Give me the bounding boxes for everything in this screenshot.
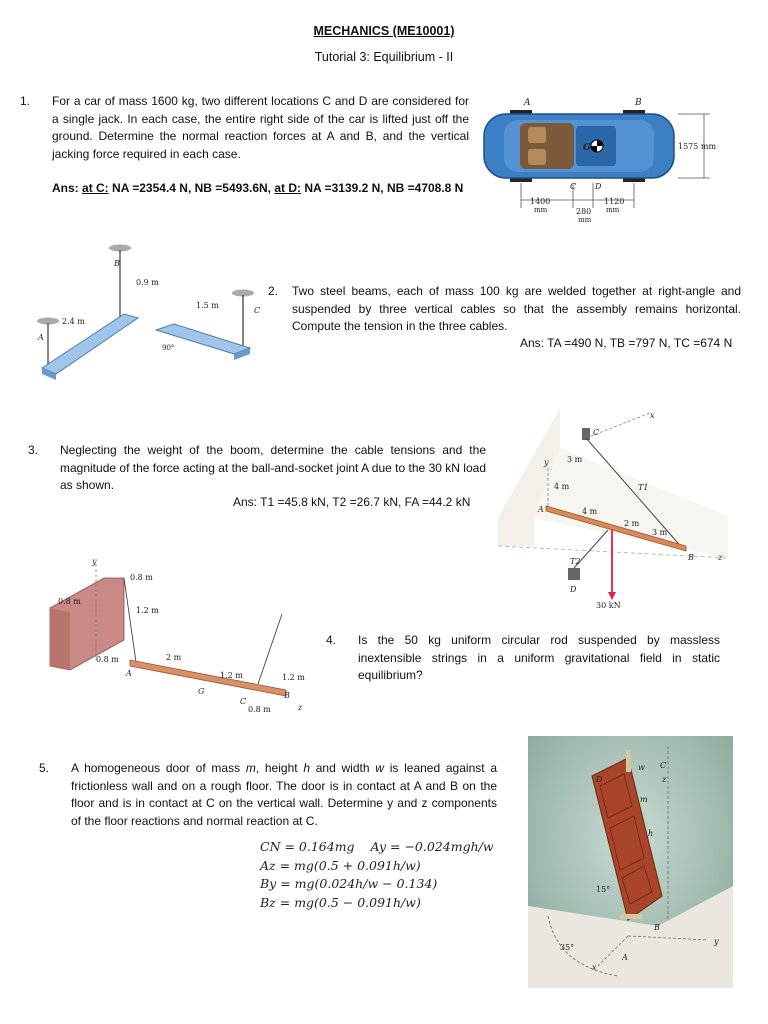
- svg-text:z: z: [662, 775, 667, 784]
- svg-text:D: D: [570, 585, 577, 594]
- beams-figure: [28, 240, 273, 385]
- svg-text:90°: 90°: [162, 344, 175, 352]
- svg-text:3 m: 3 m: [567, 455, 583, 464]
- question-3: [28, 442, 486, 495]
- svg-text:0.9 m: 0.9 m: [136, 278, 159, 287]
- svg-text:4 m: 4 m: [554, 482, 570, 491]
- svg-text:z: z: [718, 553, 723, 562]
- question-4-text: Is the 50 kg uniform circular rod suspended by massless inextensible strings in a uniform gravitational field in static equilibrium?: [358, 633, 720, 682]
- answer-1-at-d: at D:: [274, 181, 302, 195]
- svg-text:A: A: [38, 333, 44, 342]
- svg-text:T1: T1: [638, 483, 649, 492]
- svg-text:G: G: [583, 143, 591, 153]
- svg-text:A: A: [524, 98, 531, 108]
- course-title: MECHANICS (ME10001): [313, 24, 455, 38]
- svg-text:1.5 m: 1.5 m: [196, 301, 219, 310]
- svg-text:1.2 m: 1.2 m: [220, 671, 243, 680]
- svg-text:G: G: [198, 687, 205, 696]
- svg-text:4 m: 4 m: [582, 507, 598, 516]
- door-figure: [528, 736, 733, 988]
- svg-text:30 kN: 30 kN: [596, 601, 621, 610]
- svg-text:x: x: [650, 411, 655, 420]
- svg-text:0.8 m: 0.8 m: [58, 597, 81, 606]
- svg-text:0.8 m: 0.8 m: [96, 655, 119, 664]
- answer-1-d-values: NA =3139.2 N, NB =4708.8 N: [304, 181, 464, 195]
- question-1: [20, 93, 469, 163]
- svg-text:B: B: [688, 553, 694, 562]
- question-4-number: 4.: [326, 633, 337, 647]
- svg-text:1400: 1400: [530, 197, 551, 206]
- svg-text:C: C: [240, 697, 247, 706]
- question-4: [326, 632, 720, 685]
- svg-text:T2: T2: [570, 557, 581, 566]
- svg-text:mm: mm: [534, 206, 548, 214]
- svg-text:A: A: [126, 669, 132, 678]
- svg-text:A: A: [622, 953, 628, 962]
- question-5: 5. A homogeneous door of mass m, height h and width w is leaned against a frictionless wall and on a rough floor. The door is in contact at A and B on the floor and is in contact at C on the vertical wall. Determine y and z components of the floor reactions and normal reaction at C.: [39, 761, 497, 828]
- svg-text:C: C: [254, 306, 261, 315]
- svg-text:mm: mm: [578, 216, 592, 224]
- answer-1: Ans: at C: NA =2354.4 N, NB =5493.6N, at D: NA =3139.2 N, NB =4708.8 N: [52, 181, 464, 195]
- anchor-d: [568, 568, 580, 580]
- svg-text:w: w: [638, 763, 645, 772]
- svg-text:x: x: [592, 963, 597, 972]
- svg-text:C: C: [570, 182, 577, 191]
- svg-text:C: C: [660, 761, 667, 770]
- q5-equations: [260, 838, 494, 912]
- svg-text:h: h: [648, 829, 654, 838]
- svg-text:z: z: [298, 703, 303, 712]
- tutorial-title: Tutorial 3: Equilibrium - II: [314, 50, 454, 64]
- equation-4: Bz = mg(0.5 − 0.091h/w): [260, 894, 421, 910]
- svg-text:1575 mm: 1575 mm: [678, 142, 717, 151]
- svg-text:B: B: [114, 259, 120, 268]
- svg-text:B: B: [654, 923, 660, 932]
- rod: [130, 660, 286, 696]
- svg-text:m: m: [640, 795, 648, 804]
- svg-text:35°: 35°: [560, 943, 575, 952]
- answer-2: Ans: TA =490 N, TB =797 N, TC =674 N: [520, 336, 733, 350]
- svg-text:B: B: [635, 98, 642, 108]
- equation-2: Az = mg(0.5 + 0.091h/w): [260, 857, 421, 873]
- svg-text:2 m: 2 m: [166, 653, 182, 662]
- svg-text:2 m: 2 m: [624, 519, 640, 528]
- car-figure: [478, 96, 740, 226]
- equation-3: By = mg(0.024h/w − 0.134): [260, 876, 438, 891]
- question-1-text: For a car of mass 1600 kg, two different locations C and D are considered for a single jack. In each case, the entire right side of the car is lifted just off the ground. Determine the normal reaction forces at A and B, and the vertical jacking force required in each case.: [52, 94, 469, 161]
- svg-text:y: y: [714, 937, 719, 946]
- svg-text:A: A: [538, 505, 544, 514]
- question-2: [268, 283, 741, 336]
- boom-figure: [478, 408, 730, 616]
- question-3-number: 3.: [28, 443, 39, 457]
- svg-text:2.4 m: 2.4 m: [62, 317, 85, 326]
- svg-text:15°: 15°: [596, 885, 611, 894]
- svg-text:D: D: [595, 182, 602, 191]
- svg-text:D: D: [596, 775, 603, 784]
- string-2: [258, 614, 282, 684]
- svg-text:y: y: [92, 557, 97, 566]
- rod-figure: [40, 556, 320, 714]
- svg-text:1.2 m: 1.2 m: [136, 606, 159, 615]
- svg-text:0.8 m: 0.8 m: [130, 573, 153, 582]
- answer-3: Ans: T1 =45.8 kN, T2 =26.7 kN, FA =44.2 kN: [233, 495, 471, 509]
- svg-text:3 m: 3 m: [652, 528, 668, 537]
- question-2-number: 2.: [268, 284, 279, 298]
- svg-text:1120: 1120: [604, 197, 625, 206]
- svg-text:1.2 m: 1.2 m: [282, 673, 305, 682]
- svg-text:0.8 m: 0.8 m: [248, 705, 271, 714]
- answer-1-c-values: NA =2354.4 N, NB =5493.6N,: [112, 181, 272, 195]
- svg-text:mm: mm: [606, 206, 620, 214]
- svg-text:280: 280: [576, 207, 592, 216]
- question-1-number: 1.: [20, 94, 31, 108]
- question-2-text: Two steel beams, each of mass 100 kg are welded together at right-angle and suspended by three vertical cables so that the assembly remains horizontal. Compute the tension in the three cables.: [292, 284, 741, 333]
- question-5-number: 5.: [39, 761, 50, 775]
- svg-text:B: B: [284, 691, 290, 700]
- svg-text:C: C: [593, 428, 600, 437]
- question-3-text: Neglecting the weight of the boom, determine the cable tensions and the magnitude of the force acting at the ball-and-socket joint A due to the 30 kN load as shown.: [60, 443, 486, 492]
- svg-text:y: y: [544, 458, 549, 467]
- string-1: [124, 578, 136, 662]
- answer-1-at-c: at C:: [82, 181, 109, 195]
- equation-1: CN = 0.164mg Ay = −0.024mgh/w: [260, 839, 494, 854]
